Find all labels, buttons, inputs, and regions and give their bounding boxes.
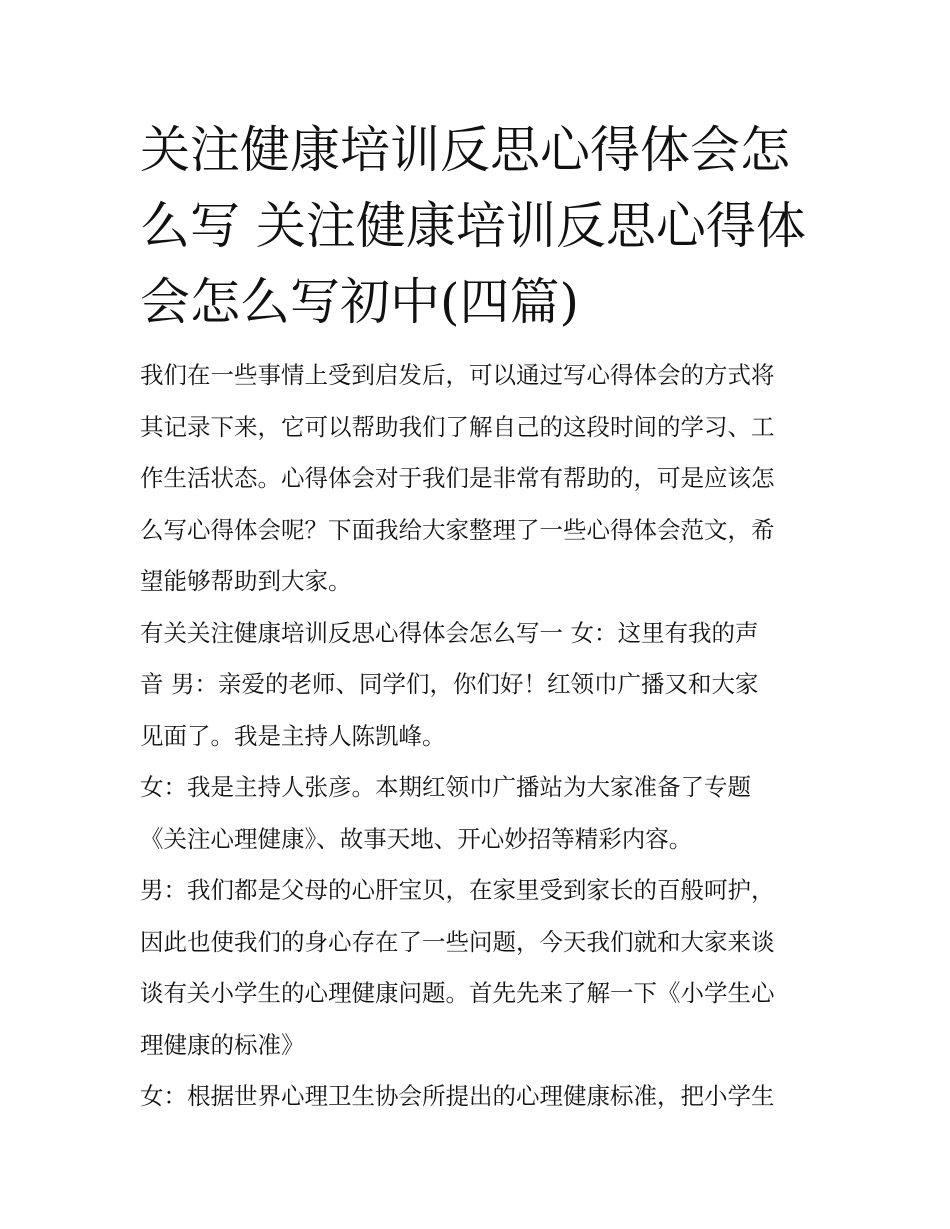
text-line: 女：根据世界心理卫生协会所提出的心理健康标准，把小学生 bbox=[140, 1082, 775, 1110]
title-line: 关注健康培训反思心得体会怎 bbox=[140, 121, 790, 179]
document-page bbox=[140, 112, 812, 1123]
text-line: 我们在一些事情上受到启发后，可以通过写心得体会的方式将 bbox=[140, 361, 775, 389]
text-line: 《关注心理健康》、故事天地、开心妙招等精彩内容。 bbox=[140, 824, 693, 853]
text-line: 么写心得体会呢？下面我给大家整理了一些心得体会范文，希 bbox=[140, 515, 775, 544]
document-title bbox=[140, 112, 812, 340]
dialogue-paragraph bbox=[140, 1071, 812, 1123]
text-line: 其记录下来，它可以帮助我们了解自己的这段时间的学习、工 bbox=[140, 412, 775, 441]
intro-paragraph bbox=[140, 350, 812, 608]
dialogue-paragraph bbox=[140, 762, 812, 865]
text-line: 见面了。我是主持人陈凯峰。 bbox=[140, 721, 446, 750]
section-one-paragraph bbox=[140, 608, 812, 763]
title-line: 么写 关注健康培训反思心得体 bbox=[140, 197, 806, 255]
dialogue-paragraph bbox=[140, 865, 812, 1071]
text-line: 因此也使我们的身心存在了一些问题，今天我们就和大家来谈 bbox=[140, 927, 775, 956]
text-line: 音 男：亲爱的老师、同学们，你们好！红领巾广播又和大家 bbox=[140, 670, 759, 698]
text-line: 女：我是主持人张彦。本期红领巾广播站为大家准备了专题 bbox=[140, 773, 751, 801]
text-line: 谈有关小学生的心理健康问题。首先先来了解一下《小学生心 bbox=[140, 979, 775, 1007]
text-line: 望能够帮助到大家。 bbox=[140, 567, 352, 595]
document-body bbox=[140, 350, 812, 1123]
text-line: 有关关注健康培训反思心得体会怎么写一 女：这里有我的声 bbox=[140, 618, 759, 647]
title-line: 会怎么写初中(四篇) bbox=[140, 273, 580, 331]
text-line: 男：我们都是父母的心肝宝贝，在家里受到家长的百般呵护， bbox=[140, 876, 775, 904]
text-line: 理健康的标准》 bbox=[140, 1030, 305, 1059]
text-line: 作生活状态。心得体会对于我们是非常有帮助的，可是应该怎 bbox=[140, 464, 775, 492]
